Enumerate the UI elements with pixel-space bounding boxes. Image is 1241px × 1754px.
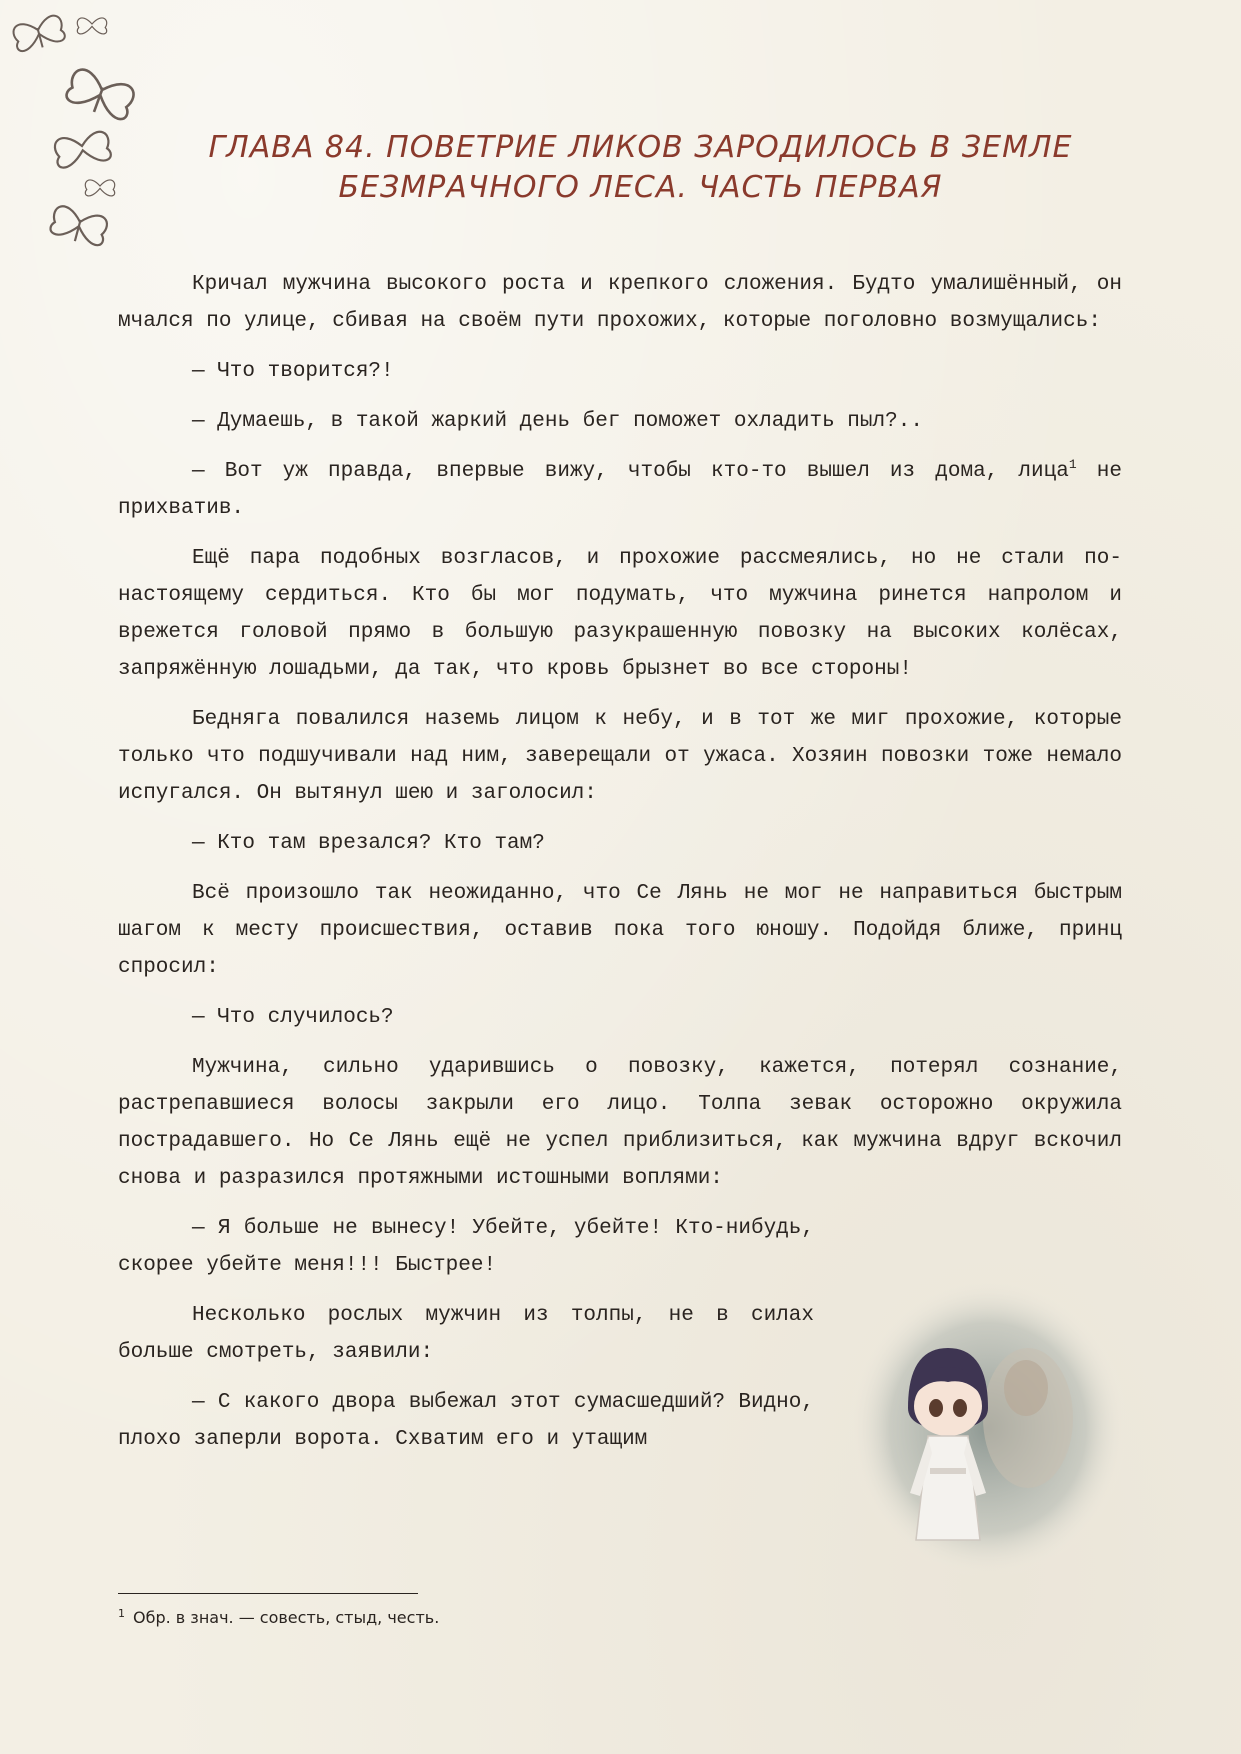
footnote [118,1608,439,1627]
paragraph-text: не прихватив. [118,460,1122,520]
footnote-divider [118,1593,418,1594]
paragraph: Бедняга повалился наземь лицом к небу, и в тот же миг прохожие, которые только что подшучивали над ним, заверещали от ужаса. Хозяин повозки тоже немало испугался. Он вытянул шею и заголосил: [118,708,1122,805]
paragraph: — Кто там врезался? Кто там? [192,832,545,855]
chapter-title-line-1: ГЛАВА 84. ПОВЕТРИЕ ЛИКОВ ЗАРОДИЛОСЬ В ЗЕМЛЕ [208,130,1073,165]
paragraph: — Что творится?! [192,360,394,383]
chapter-title-line-2: БЕЗМРАЧНОГО ЛЕСА. ЧАСТЬ ПЕРВАЯ [338,170,943,205]
paragraph: Всё произошло так неожиданно, что Се Лянь не мог не направиться быстрым шагом к месту происшествия, оставив пока того юношу. Подойдя ближе, принц спросил: [118,882,1122,979]
paragraph: Мужчина, сильно ударившись о повозку, кажется, потерял сознание, растрепавшиеся волосы закрыли его лицо. Толпа зевак осторожно окружила пострадавшего. Но Се Лянь ещё не успел приблизиться, как мужчина вдруг вскочил снова и разразился протяжными истошными воплями: [118,1056,1122,1190]
footnote-text: Обр. в знач. — совесть, стыд, честь. [133,1608,440,1627]
paragraph: — С какого двора выбежал этот сумасшедший? Видно, плохо заперли ворота. Схватим его и утащим [118,1391,814,1451]
chibi-illustration [848,1278,1128,1578]
footnote-number: 1 [118,1606,125,1620]
paragraph-text: — Вот уж правда, впервые вижу, чтобы кто-то вышел из дома, лица [192,460,1069,483]
paragraph: — Что случилось? [192,1006,394,1029]
paragraph: Кричал мужчина высокого роста и крепкого сложения. Будто умалишённый, он мчался по улице, сбивая на своём пути прохожих, которые поголовно возмущались: [118,273,1122,333]
footnote-mark[interactable]: 1 [1068,457,1077,472]
paragraph: — Думаешь, в такой жаркий день бег поможет охладить пыл?.. [192,410,923,433]
paragraph-with-footnote [118,453,1122,527]
paragraph: — Я больше не вынесу! Убейте, убейте! Кто-нибудь, скорее убейте меня!!! Быстрее! [118,1217,814,1277]
paragraph: Ещё пара подобных возгласов, и прохожие рассмеялись, но не стали по-настоящему сердиться. Кто бы мог подумать, что мужчина ринется напролом и врежется головой прямо в большую разукрашенную повозку на высоких колёсах, запряжённую лошадьми, да так, что кровь брызнет во все стороны! [118,547,1122,681]
paragraph: Несколько рослых мужчин из толпы, не в силах больше смотреть, заявили: [118,1304,814,1364]
